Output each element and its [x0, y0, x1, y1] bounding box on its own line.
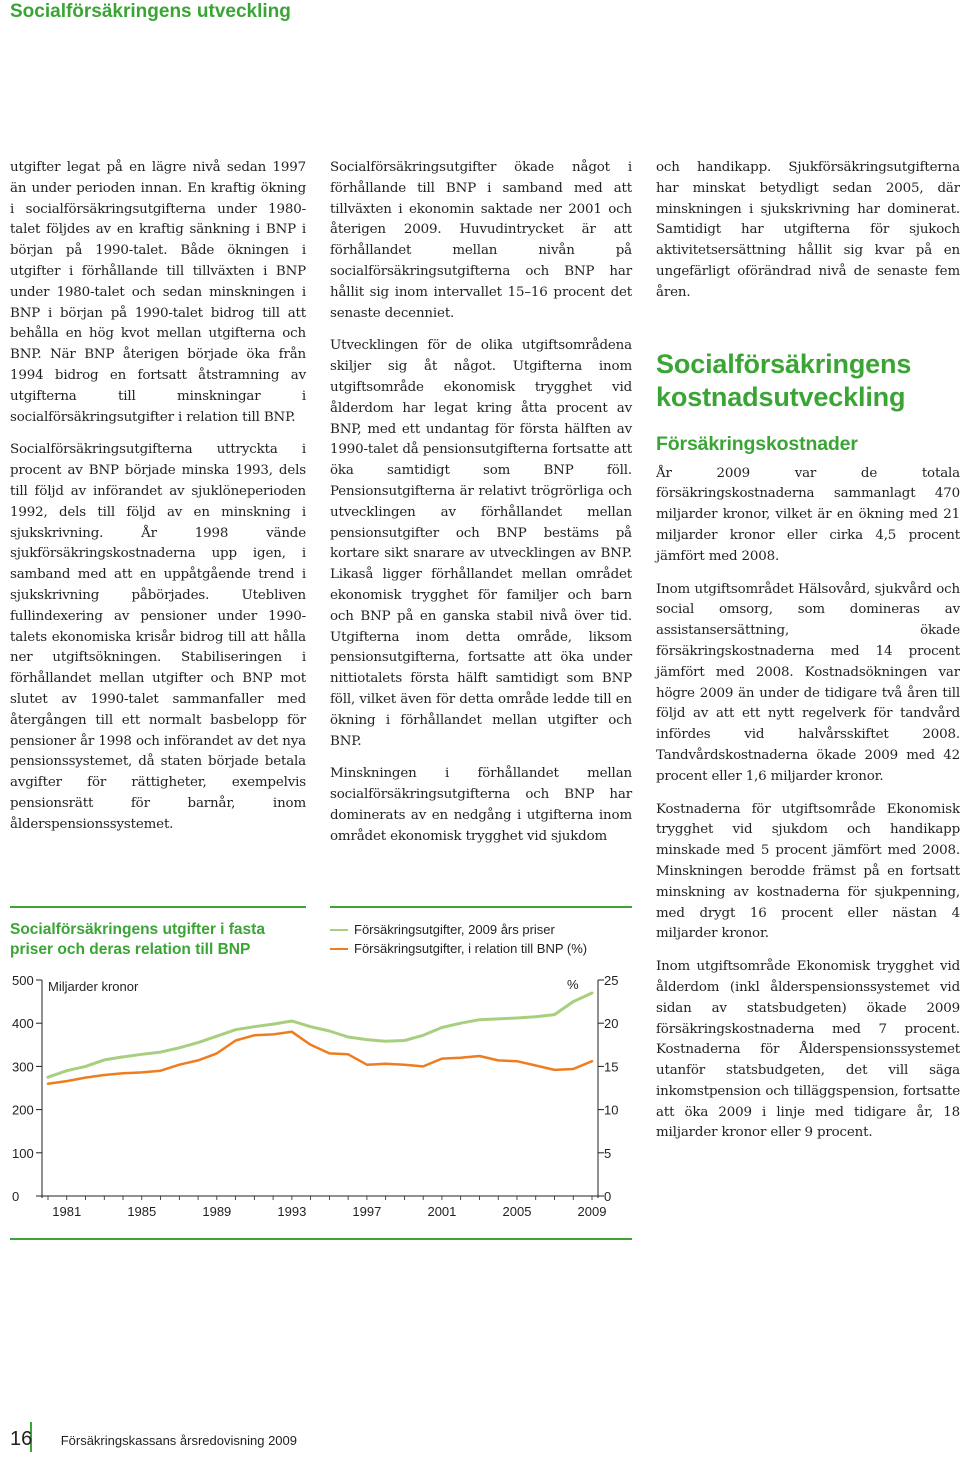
left-axis-tick-label: 300	[12, 1059, 34, 1075]
body-paragraph: Utvecklingen för de olika utgiftsområdena skiljer sig åt något. Utgifterna inom utgiftsområde ekonomisk trygghet vid ålderdom har legat kring åtta procent av BNP, med ett undantag för första hälften av 1990-talet då pensionsutgifterna fortsatte att öka samtidigt som BNP föll. Pensionsutgifterna är relativt trögrörliga och utvecklingen av förhållandet mellan pensionsutgifter och BNP bestäms på kortare sikt snarare av utvecklingen av BNP. Likaså ligger förhållandet mellan området ekonomisk trygghet för familjer och barn och BNP på en ganska stabil nivå över tid. Utgifterna inom detta område, liksom pensionsutgifterna, fortsatte att öka under nittiotalets första hälft samtidigt som BNP föll, vilket även för detta område ledde till en ökning i förhållandet mellan utgifter och BNP.	[330, 338, 632, 749]
legend-item-real-expenses	[330, 920, 587, 939]
series-line-real-expenses	[48, 993, 592, 1077]
legend-swatch-green	[330, 929, 348, 931]
right-axis-tick-label: 5	[604, 1145, 612, 1161]
legend-item-share-of-gdp	[330, 939, 587, 958]
section-heading: Socialförsäkringens kostnadsutveckling	[656, 348, 912, 412]
publication-title: Försäkringskassans årsredovisning 2009	[60, 1433, 297, 1448]
x-axis-tick-label: 2005	[502, 1204, 532, 1219]
body-paragraph: utgifter legat på en lägre nivå sedan 1997 än under perioden innan. En kraftig ökning i socialförsäkringsutgifterna under 1980-talet följdes av en kraftig sänkning i BNP i början på 1990-talet. Både ökningen i utgifter i förhållande till tillväxten i BNP under 1980-talet och sedan minskningen i BNP i början på 1990-talet bidrog till att behålla en hög kvot mellan utgifterna och BNP. När BNP återigen började öka från 1994 bidrog en fortsatt åtstramning av utgifterna till minskningar i socialförsäkringsutgifter i relation till BNP.	[10, 160, 306, 425]
body-paragraph: Inom utgiftsområde Ekonomisk trygghet vid ålderdom (inkl ålderspensionssystemet vid sidan av statsbudgeten) ökade 2009 försäkringskostnaderna med 7 procent. Kostnaderna för Ålderspensionssystemet utanför statsbudgeten, det vill säga inkomstpension och tilläggspension, fortsatte att öka 2009 i linje med tidigare år, 18 miljarder kronor eller 9 procent.	[656, 959, 960, 1141]
right-axis-tick-label: 10	[604, 1102, 619, 1118]
legend-label: Försäkringsutgifter, i relation till BNP (%)	[354, 941, 588, 956]
x-axis-tick-label: 1981	[52, 1204, 82, 1219]
body-paragraph: Socialförsäkringsutgifterna uttryckta i procent av BNP började minska 1993, dels till följd av införandet av sjuklöneperioden 1992, dels till följd av en minskning i sjukskrivning. År 1998 vände sjukförsäkringskostnaderna upp igen, i samband med att en uppåtgående trend i sjukskrivning påbörjades. Utebliven fullindexering av pensioner under 1990-talets ekonomiska krisår bidrog till att hålla ner utgiftsökningen. Stabiliseringen i förhållandet mellan utgifter och BNP mot slutet av 1990-talet sammanfaller med återgången till ett normalt basbelopp för pensioner år 1998 och införandet av det nya pensionssystemet, då staten började betala avgifter för rättigheter, exempelvis pensionsrätt för barnår, inom ålderspensionssystemet.	[10, 442, 306, 832]
x-axis-tick-label: 1997	[352, 1204, 382, 1219]
page-footer	[10, 1428, 297, 1451]
column-1	[10, 158, 306, 848]
column-2	[330, 158, 632, 860]
column-3	[656, 158, 960, 1156]
left-axis-tick-label: 500	[12, 973, 34, 988]
right-axis-tick-label: 15	[604, 1059, 619, 1075]
left-axis-tick-label: 100	[12, 1145, 34, 1161]
right-axis-tick-label: 20	[604, 1016, 619, 1032]
x-axis-tick-label: 1985	[127, 1204, 157, 1219]
chart-legend	[330, 920, 587, 958]
plot-area	[12, 973, 618, 1219]
legend-swatch-orange	[330, 948, 348, 950]
chart-top-rule-right	[330, 906, 632, 908]
series-line-share-of-gdp	[48, 1032, 592, 1084]
body-paragraph: och handikapp. Sjukförsäkringsutgifterna har minskat betydligt sedan 2005, där minskningen i sjukskrivning har dominerat. Samtidigt har utgifterna för sjukoch aktivitetsersättning hållit sig kvar på en ungefärligt oförändrad nivå de senaste fem åren.	[656, 160, 960, 300]
page-number: 16	[10, 1428, 33, 1450]
x-axis-tick-label: 1989	[202, 1204, 232, 1219]
body-paragraph: Inom utgiftsområdet Hälsovård, sjukvård och social omsorg, som domineras av assistansersättning, ökade försäkringskostnaderna med 14 procent jämfört med 2008. Kostnadsökningen var högre 2009 än under de tidigare två åren till följd av att ett nytt regelverk för tandvård infördes vid halvårsskiftet 2008. Tandvårdskostnaderna ökade 2009 med 42 procent eller 1,6 miljarder kronor.	[656, 581, 960, 784]
chart-title: Socialförsäkringens utgifter i fasta priser och deras relation till BNP	[10, 921, 265, 958]
body-paragraph: År 2009 var de totala försäkringskostnaderna sammanlagt 470 miljarder kronor, vilket är en ökning med 21 miljarder kronor eller cirka 4,5 procent jämfört med 2008.	[656, 465, 960, 564]
body-paragraph: Socialförsäkringsutgifter ökade något i förhållande till BNP i samband med att tillväxten i ekonomin saktade ner 2001 och återigen 2009. Huvudintrycket är att förhållandet mellan nivån på socialförsäkringsutgifterna och BNP har hållit sig inom intervallet 15–16 procent det senaste decenniet.	[330, 160, 632, 321]
right-axis-tick-label: 25	[604, 973, 619, 988]
page-header-title: Socialförsäkringens utveckling	[10, 1, 291, 22]
chart-bottom-rule	[10, 1238, 632, 1240]
chart-top-rule-left	[10, 906, 306, 908]
right-axis-tick-label: 0	[604, 1189, 612, 1204]
legend-label: Försäkringsutgifter, 2009 års priser	[354, 922, 555, 937]
expenses-line-chart	[0, 960, 640, 1230]
body-paragraph: Minskningen i förhållandet mellan socialförsäkringsutgifterna och BNP har dominerats av en nedgång i utgifterna inom området ekonomisk trygghet vid sjukdom	[330, 766, 632, 844]
x-axis-tick-label: 2001	[427, 1204, 457, 1219]
body-paragraph: Kostnaderna för utgiftsområde Ekonomisk trygghet vid sjukdom och handikapp minskade med 5 procent jämfört med 2008. Minskningen berodde främst på en fortsatt minskning av kostnaderna för sjukpenning, med drygt 16 procent eller nästan 4 miljarder kronor.	[656, 801, 960, 942]
left-axis-tick-label: 0	[12, 1189, 20, 1204]
x-axis-tick-label: 2009	[577, 1204, 607, 1219]
left-axis-unit-label: Miljarder kronor	[48, 979, 139, 994]
left-axis-tick-label: 400	[12, 1016, 34, 1032]
section-subheading: Försäkringskostnader	[656, 432, 858, 455]
left-axis-tick-label: 200	[12, 1102, 34, 1118]
right-axis-unit-label: %	[567, 977, 579, 992]
x-axis-tick-label: 1993	[277, 1204, 307, 1219]
